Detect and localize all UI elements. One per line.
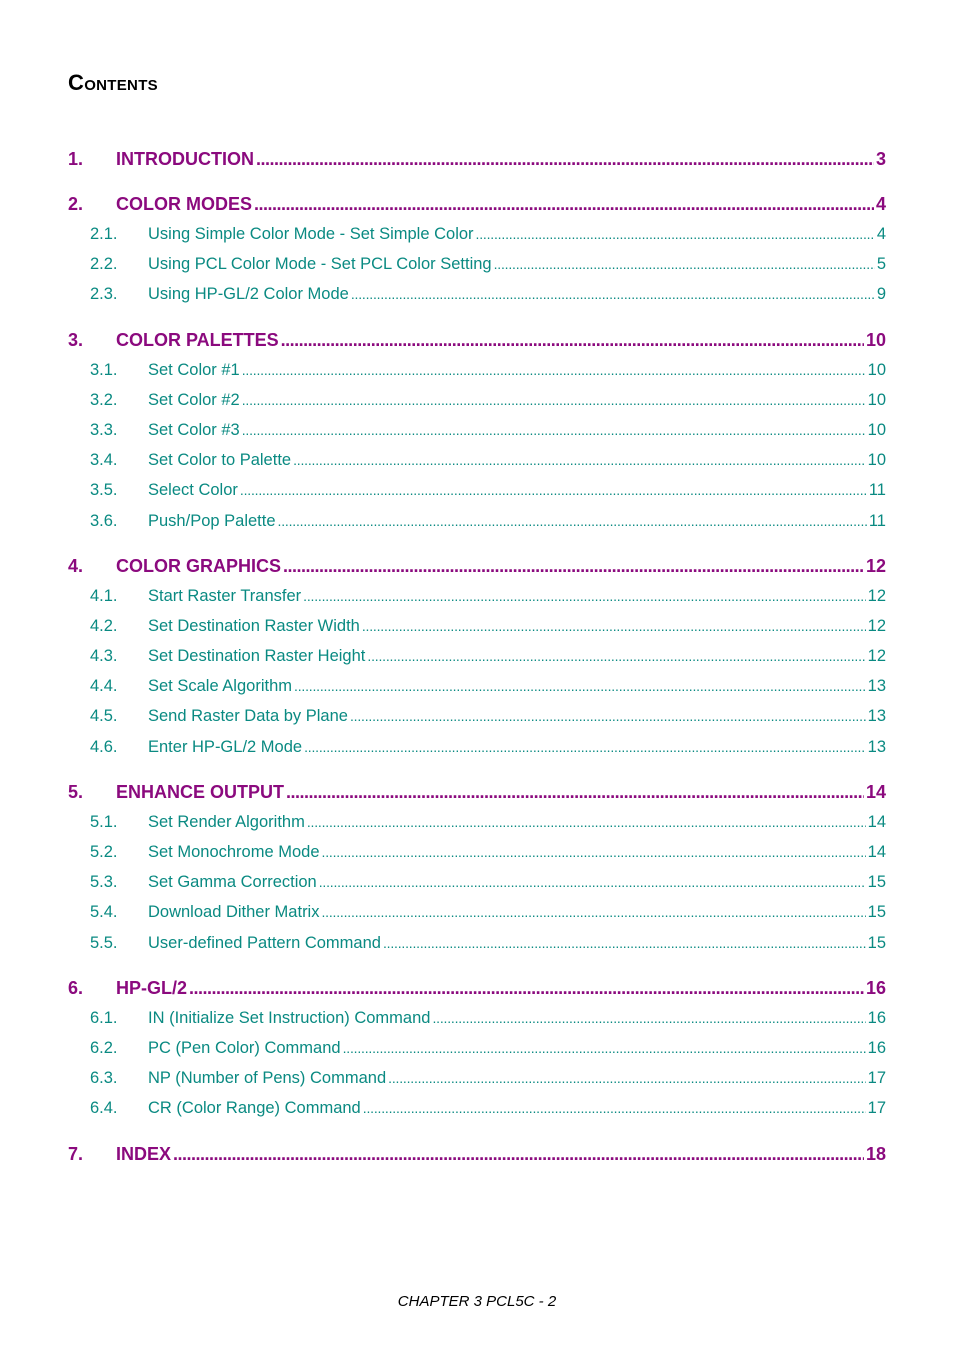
toc-chapter	[68, 325, 886, 536]
page-footer: CHAPTER 3 PCL5C - 2	[397, 1293, 557, 1310]
toc-entry-number: 7.	[68, 1143, 84, 1164]
toc-page-number[interactable]: 12	[867, 647, 886, 666]
toc-section-entry[interactable]	[68, 219, 886, 249]
toc-page-number[interactable]: 18	[865, 1143, 886, 1164]
toc-entry-number: 4.4.	[90, 677, 118, 696]
toc-entry-title[interactable]: Set Gamma Correction	[148, 873, 317, 892]
toc-entry-title[interactable]: Using PCL Color Mode - Set PCL Color Setting	[148, 255, 492, 274]
toc-dot-leader	[304, 732, 866, 762]
toc-page-number[interactable]: 10	[865, 329, 886, 350]
toc-section-entry[interactable]	[68, 897, 886, 927]
toc-dot-leader	[362, 611, 866, 641]
toc-section-entry[interactable]	[68, 1063, 886, 1093]
toc-entry-number: 4.5.	[90, 707, 118, 726]
toc-dot-leader	[322, 837, 866, 867]
toc-entry-title[interactable]: COLOR MODES	[116, 194, 253, 214]
toc-page-number[interactable]: 10	[867, 390, 886, 409]
toc-section-entry[interactable]	[68, 1003, 886, 1033]
toc-page-number[interactable]: 13	[867, 677, 886, 696]
toc-section-entry[interactable]	[68, 445, 886, 475]
toc-dot-leader	[242, 385, 866, 415]
toc-entry-number: 3.5.	[90, 481, 118, 500]
toc-entry-number: 5.2.	[90, 843, 118, 861]
toc-entry-title[interactable]: COLOR PALETTES	[116, 329, 279, 350]
toc-page-number[interactable]: 10	[867, 451, 886, 470]
toc-dot-leader	[383, 928, 866, 958]
toc-section-entry[interactable]	[68, 837, 886, 867]
toc-section-entry[interactable]	[68, 701, 886, 731]
toc-section-entry[interactable]	[68, 928, 886, 958]
toc-page-number[interactable]: 12	[865, 555, 886, 576]
toc-dot-leader	[494, 249, 875, 279]
toc-chapter-entry[interactable]	[68, 144, 886, 174]
toc-section-entry[interactable]	[68, 611, 886, 641]
toc-page-number[interactable]: 13	[867, 737, 886, 756]
toc-page-number[interactable]: 15	[867, 873, 886, 892]
toc-dot-leader	[189, 973, 864, 1003]
toc-entry-number: 6.4.	[90, 1099, 118, 1118]
toc-entry-title[interactable]: INTRODUCTION	[116, 149, 254, 169]
toc-entry-title[interactable]: NP (Number of Pens) Command	[148, 1069, 387, 1088]
toc-chapter-entry[interactable]	[68, 189, 886, 219]
toc-dot-leader	[350, 701, 866, 731]
toc-chapter-entry[interactable]	[68, 1139, 886, 1169]
toc-entry-number: 4.1.	[90, 586, 118, 605]
toc-section-entry[interactable]	[68, 506, 886, 536]
toc-entry-title[interactable]: Push/Pop Palette	[148, 511, 276, 530]
toc-entry-title[interactable]: User-defined Pattern Command	[148, 933, 381, 952]
toc-page-number[interactable]: 4	[875, 194, 886, 214]
table-of-contents	[68, 144, 886, 1184]
toc-section-entry[interactable]	[68, 807, 886, 837]
toc-entry-number: 6.3.	[90, 1069, 118, 1088]
toc-page-number[interactable]: 16	[867, 1038, 886, 1057]
toc-page-number[interactable]: 12	[867, 586, 886, 605]
toc-chapter	[68, 144, 886, 174]
toc-page-number[interactable]: 11	[868, 481, 886, 500]
toc-entry-number: 2.	[68, 194, 84, 214]
toc-entry-number: 4.2.	[90, 616, 118, 635]
toc-entry-title[interactable]: Set Color #2	[148, 390, 240, 409]
toc-entry-number: 3.2.	[90, 390, 118, 409]
toc-section-entry[interactable]	[68, 1093, 886, 1123]
toc-dot-leader	[242, 355, 866, 385]
toc-dot-leader	[432, 1003, 865, 1033]
toc-entry-number: 4.	[68, 555, 84, 576]
toc-entry-number: 6.1.	[90, 1008, 118, 1027]
toc-entry-number: 5.1.	[90, 812, 118, 831]
toc-chapter-entry[interactable]	[68, 325, 886, 355]
toc-section-entry[interactable]	[68, 415, 886, 445]
toc-page-number[interactable]: 10	[867, 420, 886, 439]
toc-entry-title[interactable]: Enter HP-GL/2 Mode	[148, 737, 303, 756]
toc-dot-leader	[256, 144, 874, 174]
toc-entry-number: 3.	[68, 329, 84, 350]
toc-entry-number: 2.3.	[90, 285, 118, 304]
toc-entry-title[interactable]: HP-GL/2	[116, 977, 188, 998]
toc-dot-leader	[242, 415, 866, 445]
toc-dot-leader	[367, 641, 865, 671]
toc-page-number[interactable]: 4	[876, 225, 886, 243]
toc-chapter	[68, 973, 886, 1124]
toc-entry-title[interactable]: ENHANCE OUTPUT	[116, 781, 285, 802]
toc-dot-leader	[351, 279, 875, 309]
toc-page-number[interactable]: 15	[867, 903, 886, 922]
toc-entry-number: 4.6.	[90, 737, 118, 756]
toc-dot-leader	[388, 1063, 866, 1093]
toc-entry-number: 5.4.	[90, 903, 118, 922]
toc-entry-number: 6.2.	[90, 1038, 118, 1057]
toc-chapter	[68, 551, 886, 762]
toc-chapter-entry[interactable]	[68, 777, 886, 807]
toc-chapter	[68, 777, 886, 958]
toc-entry-title[interactable]: Set Render Algorithm	[148, 812, 305, 831]
toc-entry-number: 5.	[68, 781, 84, 802]
toc-entry-title[interactable]: Download Dither Matrix	[148, 903, 320, 922]
toc-page-number[interactable]: 5	[876, 255, 886, 274]
toc-entry-title[interactable]: Set Color to Palette	[148, 451, 292, 470]
toc-entry-number: 3.3.	[90, 420, 118, 439]
toc-dot-leader	[476, 219, 875, 249]
toc-dot-leader	[281, 325, 864, 355]
toc-section-entry[interactable]	[68, 581, 886, 611]
toc-entry-title[interactable]: Set Color #3	[148, 420, 240, 439]
toc-page-number[interactable]: 14	[867, 843, 886, 861]
toc-dot-leader	[294, 671, 866, 701]
toc-dot-leader	[363, 1093, 866, 1123]
toc-section-entry[interactable]	[68, 867, 886, 897]
page-title: Contents	[68, 70, 158, 95]
toc-chapter-entry[interactable]	[68, 551, 886, 581]
toc-entry-number: 3.4.	[90, 451, 118, 470]
toc-dot-leader	[283, 551, 864, 581]
toc-page-number[interactable]: 11	[868, 511, 886, 530]
toc-entry-number: 2.2.	[90, 255, 118, 274]
toc-section-entry[interactable]	[68, 1033, 886, 1063]
toc-page-number[interactable]: 3	[875, 149, 886, 169]
toc-entry-title[interactable]: Using Simple Color Mode - Set Simple Color	[148, 225, 474, 243]
toc-section-entry[interactable]	[68, 385, 886, 415]
toc-page-number[interactable]: 12	[867, 616, 886, 635]
toc-entry-title[interactable]: Set Destination Raster Height	[148, 647, 366, 666]
toc-entry-title[interactable]: Start Raster Transfer	[148, 586, 302, 605]
toc-entry-title[interactable]: Set Color #1	[148, 360, 240, 379]
toc-dot-leader	[319, 867, 866, 897]
toc-page-number[interactable]: 14	[865, 781, 886, 802]
toc-entry-title[interactable]: IN (Initialize Set Instruction) Command	[148, 1008, 431, 1027]
toc-entry-title[interactable]: Select Color	[148, 481, 238, 500]
toc-page-number[interactable]: 16	[865, 977, 886, 998]
toc-entry-title[interactable]: CR (Color Range) Command	[148, 1099, 361, 1118]
toc-section-entry[interactable]	[68, 279, 886, 309]
toc-page-number[interactable]: 13	[867, 707, 886, 726]
toc-page-number[interactable]: 16	[867, 1008, 886, 1027]
toc-dot-leader	[240, 475, 867, 505]
toc-dot-leader	[303, 581, 866, 611]
toc-entry-title[interactable]: PC (Pen Color) Command	[148, 1038, 341, 1057]
toc-chapter-entry[interactable]	[68, 973, 886, 1003]
toc-entry-number: 3.1.	[90, 360, 118, 379]
toc-entry-title[interactable]: Using HP-GL/2 Color Mode	[148, 285, 349, 304]
toc-dot-leader	[286, 777, 864, 807]
toc-section-entry[interactable]	[68, 641, 886, 671]
toc-page-number[interactable]: 15	[867, 933, 886, 952]
toc-dot-leader	[321, 897, 865, 927]
toc-entry-number: 1.	[68, 149, 84, 169]
toc-entry-title[interactable]: COLOR GRAPHICS	[116, 555, 282, 576]
toc-section-entry[interactable]	[68, 671, 886, 701]
toc-entry-number: 3.6.	[90, 511, 118, 530]
toc-dot-leader	[343, 1033, 866, 1063]
toc-section-entry[interactable]	[68, 249, 886, 279]
toc-chapter	[68, 1139, 886, 1169]
toc-section-entry[interactable]	[68, 732, 886, 762]
toc-dot-leader	[173, 1139, 864, 1169]
toc-section-entry[interactable]	[68, 475, 886, 505]
toc-dot-leader	[254, 189, 874, 219]
toc-section-entry[interactable]	[68, 355, 886, 385]
toc-entry-number: 4.3.	[90, 647, 118, 666]
toc-page-number[interactable]: 17	[867, 1069, 886, 1088]
toc-entry-title[interactable]: INDEX	[116, 1143, 172, 1164]
toc-page-number[interactable]: 14	[867, 812, 886, 831]
toc-entry-number: 2.1.	[90, 225, 118, 243]
toc-dot-leader	[293, 445, 866, 475]
toc-entry-title[interactable]: Set Scale Algorithm	[148, 677, 292, 696]
toc-entry-title[interactable]: Send Raster Data by Plane	[148, 707, 348, 726]
toc-entry-number: 6.	[68, 977, 84, 998]
toc-entry-title[interactable]: Set Destination Raster Width	[148, 616, 360, 635]
toc-dot-leader	[307, 807, 866, 837]
toc-page-number[interactable]: 9	[876, 285, 886, 304]
toc-page-number[interactable]: 10	[867, 360, 886, 379]
toc-entry-number: 5.5.	[90, 933, 118, 952]
toc-chapter	[68, 189, 886, 310]
toc-entry-title[interactable]: Set Monochrome Mode	[148, 843, 320, 861]
toc-entry-number: 5.3.	[90, 873, 118, 892]
toc-dot-leader	[278, 506, 867, 536]
toc-page-number[interactable]: 17	[867, 1099, 886, 1118]
